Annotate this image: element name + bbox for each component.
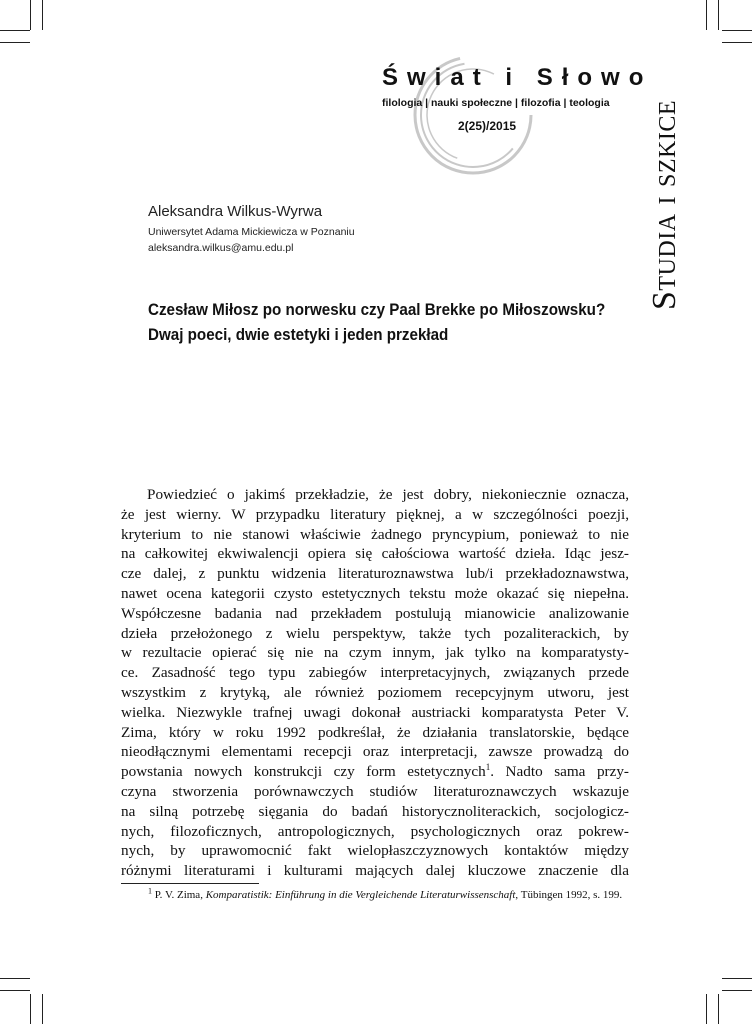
body-line: w rezultacie opierać się nie na czym innym, jak tylko na komparatysty-	[121, 644, 629, 662]
crop-mark	[42, 994, 43, 1024]
body-line: różnymi literaturami i kulturami mających dalej kluczowe znaczenie dla	[121, 862, 629, 880]
crop-mark	[42, 0, 43, 30]
journal-title: Świat i Słowo	[382, 64, 653, 91]
footnote-text-after: , Tübingen 1992, s. 199.	[515, 889, 623, 901]
crop-mark	[0, 42, 30, 43]
body-line: nych, by uprawomocnić fakt wielopłaszczyznowych kontaktów między	[121, 842, 629, 860]
author-email: aleksandra.wilkus@amu.edu.pl	[148, 242, 294, 254]
body-line: nieodłącznymi elementami recepcji oraz interpretacji, zawsze prowadzą do	[121, 743, 629, 761]
crop-mark	[0, 30, 30, 31]
author-name: Aleksandra Wilkus-Wyrwa	[148, 203, 323, 220]
crop-mark	[718, 994, 719, 1024]
body-line-tail: . Nadto sama przy-	[490, 763, 629, 781]
footnote-reference[interactable]: 1	[485, 762, 491, 773]
crop-mark	[30, 0, 31, 30]
body-line: Współczesne badania nad przekładem postulują mianowicie analizowanie	[121, 604, 629, 622]
journal-issue: 2(25)/2015	[458, 119, 517, 133]
body-line: na całkowitej ekwiwalencji opiera się całościowa wartość dzieła. Idąc jesz-	[121, 545, 629, 563]
body-line: nawet ocena kategorii czysto estetycznych tekstu może okazać się niepełna.	[121, 584, 629, 602]
body-line: wszystkim z krytyką, ale również poziomem recepcyjnym utworu, jest	[121, 683, 629, 701]
crop-mark	[722, 990, 752, 991]
body-line	[121, 762, 629, 782]
body-line: Powiedzieć o jakimś przekładzie, że jest dobry, niekoniecznie oznacza,	[147, 486, 629, 503]
body-line: na silną potrzebę sięgania do badań historycznoliterackich, socjologicz-	[121, 802, 629, 820]
article-title-line: Czesław Miłosz po norwesku czy Paal Brekke po Miłoszowsku?	[148, 301, 606, 319]
crop-mark	[0, 990, 30, 991]
crop-mark	[0, 978, 30, 979]
body-line: nych, filozoficznych, antropologicznych, psychologicznych oraz pokrew-	[121, 822, 629, 840]
crop-mark	[706, 0, 707, 30]
footnote-rule	[121, 883, 259, 884]
body-line: Zima, który w roku 1992 podkreślał, że działania translatorskie, będące	[121, 723, 629, 741]
body-line: kryterium to nie stanowi właściwie żadnego pryncypium, ponieważ to nie	[121, 525, 629, 543]
crop-mark	[718, 0, 719, 30]
footnote	[148, 886, 628, 901]
footnote-number: 1	[148, 886, 152, 896]
body-line: cze dalej, z punktu widzenia literaturoznawstwa lub/i przekładoznawstwa,	[121, 565, 629, 583]
author-affiliation: Uniwersytet Adama Mickiewicza w Poznaniu	[148, 226, 355, 238]
body-line: ce. Zasadność tego typu zabiegów interpretacyjnych, związanych przede	[121, 664, 629, 682]
crop-mark	[30, 994, 31, 1024]
crop-mark	[722, 30, 752, 31]
section-label: Studia i szkice	[646, 99, 683, 310]
body-text	[121, 485, 629, 881]
body-line: dzieła przełożonego z wielu perspektyw, także tych pozaliterackich, by	[121, 624, 629, 642]
body-line: wielka. Niezwykle trafnej uwagi dokonał austriacki komparatysta Peter V.	[121, 703, 629, 721]
body-line: że jest wierny. W przypadku literatury pięknej, a w szczególności poezji,	[121, 505, 629, 523]
body-line-text: powstania nowych konstrukcji czy form estetycznych	[121, 763, 486, 781]
crop-mark	[722, 42, 752, 43]
article-title	[148, 298, 606, 348]
journal-subtitle: filologia | nauki społeczne | filozofia | teologia	[382, 97, 610, 109]
footnote-text-before: P. V. Zima,	[154, 889, 206, 901]
crop-mark	[706, 994, 707, 1024]
body-line: czyna stworzenia porównawczych studiów literaturoznawczych wskazuje	[121, 782, 629, 800]
crop-mark	[722, 978, 752, 979]
article-title-line: Dwaj poeci, dwie estetyki i jeden przekład	[148, 326, 449, 344]
footnote-work-title: Komparatistik: Einführung in die Vergleichende Literaturwissenschaft	[205, 889, 516, 901]
